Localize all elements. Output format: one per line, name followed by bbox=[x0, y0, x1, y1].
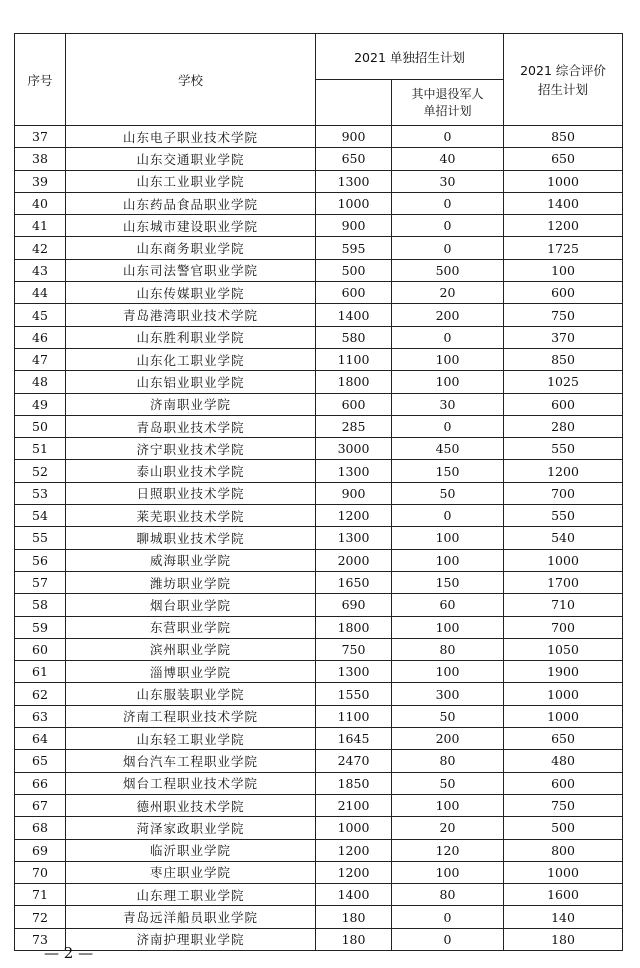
cell-serial-number: 60 bbox=[15, 638, 66, 660]
cell-single-plan: 285 bbox=[316, 415, 392, 437]
table-row bbox=[15, 772, 623, 794]
cell-single-plan: 900 bbox=[316, 215, 392, 237]
table-row bbox=[15, 348, 623, 370]
cell-school-name: 日照职业技术学院 bbox=[66, 482, 316, 504]
cell-school-name: 莱芜职业技术学院 bbox=[66, 505, 316, 527]
cell-comprehensive-plan: 1025 bbox=[504, 371, 623, 393]
cell-serial-number: 73 bbox=[15, 928, 66, 950]
cell-school-name: 济南职业学院 bbox=[66, 393, 316, 415]
cell-comprehensive-plan: 700 bbox=[504, 482, 623, 504]
table-row bbox=[15, 170, 623, 192]
cell-veteran-plan: 100 bbox=[392, 661, 504, 683]
cell-comprehensive-plan: 1900 bbox=[504, 661, 623, 683]
cell-veteran-plan: 0 bbox=[392, 906, 504, 928]
cell-veteran-plan: 50 bbox=[392, 482, 504, 504]
header-row-1 bbox=[15, 34, 623, 80]
cell-serial-number: 70 bbox=[15, 861, 66, 883]
cell-school-name: 济宁职业技术学院 bbox=[66, 438, 316, 460]
header-single-blank bbox=[316, 80, 392, 126]
cell-school-name: 东营职业学院 bbox=[66, 616, 316, 638]
table-row bbox=[15, 304, 623, 326]
cell-comprehensive-plan: 180 bbox=[504, 928, 623, 950]
cell-school-name: 德州职业技术学院 bbox=[66, 794, 316, 816]
cell-single-plan: 1400 bbox=[316, 304, 392, 326]
table-row bbox=[15, 817, 623, 839]
cell-single-plan: 900 bbox=[316, 126, 392, 148]
table-row bbox=[15, 794, 623, 816]
cell-single-plan: 580 bbox=[316, 326, 392, 348]
cell-school-name: 山东商务职业学院 bbox=[66, 237, 316, 259]
cell-single-plan: 1800 bbox=[316, 371, 392, 393]
cell-school-name: 山东司法警官职业学院 bbox=[66, 259, 316, 281]
cell-veteran-plan: 100 bbox=[392, 861, 504, 883]
cell-serial-number: 39 bbox=[15, 170, 66, 192]
cell-school-name: 山东电子职业技术学院 bbox=[66, 126, 316, 148]
cell-serial-number: 48 bbox=[15, 371, 66, 393]
cell-single-plan: 2470 bbox=[316, 750, 392, 772]
table-row bbox=[15, 126, 623, 148]
table-row bbox=[15, 683, 623, 705]
cell-serial-number: 64 bbox=[15, 728, 66, 750]
cell-veteran-plan: 20 bbox=[392, 282, 504, 304]
table-row bbox=[15, 215, 623, 237]
cell-single-plan: 1800 bbox=[316, 616, 392, 638]
cell-school-name: 淄博职业学院 bbox=[66, 661, 316, 683]
cell-serial-number: 43 bbox=[15, 259, 66, 281]
cell-comprehensive-plan: 1000 bbox=[504, 861, 623, 883]
table-row bbox=[15, 482, 623, 504]
cell-school-name: 青岛职业技术学院 bbox=[66, 415, 316, 437]
cell-serial-number: 57 bbox=[15, 571, 66, 593]
cell-comprehensive-plan: 750 bbox=[504, 304, 623, 326]
cell-serial-number: 67 bbox=[15, 794, 66, 816]
table-row bbox=[15, 326, 623, 348]
header-school: 学校 bbox=[66, 34, 316, 126]
cell-school-name: 菏泽家政职业学院 bbox=[66, 817, 316, 839]
table-row bbox=[15, 839, 623, 861]
cell-comprehensive-plan: 280 bbox=[504, 415, 623, 437]
cell-veteran-plan: 100 bbox=[392, 794, 504, 816]
table-row bbox=[15, 505, 623, 527]
cell-school-name: 枣庄职业学院 bbox=[66, 861, 316, 883]
cell-single-plan: 1100 bbox=[316, 705, 392, 727]
cell-veteran-plan: 0 bbox=[392, 505, 504, 527]
cell-comprehensive-plan: 480 bbox=[504, 750, 623, 772]
cell-serial-number: 62 bbox=[15, 683, 66, 705]
cell-comprehensive-plan: 1000 bbox=[504, 705, 623, 727]
cell-veteran-plan: 60 bbox=[392, 594, 504, 616]
cell-comprehensive-plan: 1600 bbox=[504, 884, 623, 906]
cell-school-name: 山东服装职业学院 bbox=[66, 683, 316, 705]
cell-serial-number: 49 bbox=[15, 393, 66, 415]
cell-single-plan: 1650 bbox=[316, 571, 392, 593]
table-row bbox=[15, 527, 623, 549]
cell-single-plan: 595 bbox=[316, 237, 392, 259]
cell-comprehensive-plan: 750 bbox=[504, 794, 623, 816]
table-row bbox=[15, 393, 623, 415]
cell-veteran-plan: 80 bbox=[392, 884, 504, 906]
cell-single-plan: 2100 bbox=[316, 794, 392, 816]
cell-school-name: 山东胜利职业学院 bbox=[66, 326, 316, 348]
cell-veteran-plan: 100 bbox=[392, 549, 504, 571]
cell-single-plan: 650 bbox=[316, 148, 392, 170]
table-row bbox=[15, 705, 623, 727]
cell-veteran-plan: 100 bbox=[392, 616, 504, 638]
table-row bbox=[15, 549, 623, 571]
table-row bbox=[15, 438, 623, 460]
cell-single-plan: 750 bbox=[316, 638, 392, 660]
cell-veteran-plan: 0 bbox=[392, 928, 504, 950]
cell-veteran-plan: 40 bbox=[392, 148, 504, 170]
cell-comprehensive-plan: 100 bbox=[504, 259, 623, 281]
cell-serial-number: 42 bbox=[15, 237, 66, 259]
cell-serial-number: 66 bbox=[15, 772, 66, 794]
cell-single-plan: 1400 bbox=[316, 884, 392, 906]
cell-veteran-plan: 150 bbox=[392, 460, 504, 482]
cell-single-plan: 2000 bbox=[316, 549, 392, 571]
cell-comprehensive-plan: 710 bbox=[504, 594, 623, 616]
table-row bbox=[15, 928, 623, 950]
cell-school-name: 临沂职业学院 bbox=[66, 839, 316, 861]
cell-school-name: 烟台职业学院 bbox=[66, 594, 316, 616]
cell-veteran-plan: 0 bbox=[392, 415, 504, 437]
cell-serial-number: 58 bbox=[15, 594, 66, 616]
header-veteran-plan: 其中退役军人单招计划 bbox=[392, 80, 504, 126]
table-row bbox=[15, 148, 623, 170]
cell-serial-number: 38 bbox=[15, 148, 66, 170]
cell-serial-number: 68 bbox=[15, 817, 66, 839]
cell-comprehensive-plan: 1725 bbox=[504, 237, 623, 259]
cell-serial-number: 69 bbox=[15, 839, 66, 861]
cell-serial-number: 40 bbox=[15, 192, 66, 214]
cell-serial-number: 45 bbox=[15, 304, 66, 326]
table-row bbox=[15, 861, 623, 883]
cell-single-plan: 3000 bbox=[316, 438, 392, 460]
cell-school-name: 山东轻工职业学院 bbox=[66, 728, 316, 750]
cell-single-plan: 1300 bbox=[316, 170, 392, 192]
cell-serial-number: 46 bbox=[15, 326, 66, 348]
cell-veteran-plan: 20 bbox=[392, 817, 504, 839]
cell-serial-number: 55 bbox=[15, 527, 66, 549]
cell-veteran-plan: 80 bbox=[392, 750, 504, 772]
cell-serial-number: 37 bbox=[15, 126, 66, 148]
cell-veteran-plan: 500 bbox=[392, 259, 504, 281]
cell-comprehensive-plan: 1400 bbox=[504, 192, 623, 214]
table-row bbox=[15, 728, 623, 750]
cell-comprehensive-plan: 600 bbox=[504, 282, 623, 304]
cell-single-plan: 1100 bbox=[316, 348, 392, 370]
cell-veteran-plan: 50 bbox=[392, 705, 504, 727]
table-row bbox=[15, 661, 623, 683]
cell-comprehensive-plan: 850 bbox=[504, 348, 623, 370]
cell-single-plan: 180 bbox=[316, 906, 392, 928]
cell-serial-number: 61 bbox=[15, 661, 66, 683]
cell-veteran-plan: 100 bbox=[392, 527, 504, 549]
cell-school-name: 山东药品食品职业学院 bbox=[66, 192, 316, 214]
cell-single-plan: 1200 bbox=[316, 505, 392, 527]
cell-veteran-plan: 200 bbox=[392, 728, 504, 750]
cell-comprehensive-plan: 540 bbox=[504, 527, 623, 549]
cell-comprehensive-plan: 1200 bbox=[504, 460, 623, 482]
enrollment-plan-table bbox=[14, 33, 623, 951]
cell-veteran-plan: 30 bbox=[392, 170, 504, 192]
cell-serial-number: 71 bbox=[15, 884, 66, 906]
cell-school-name: 烟台汽车工程职业学院 bbox=[66, 750, 316, 772]
cell-school-name: 山东理工职业学院 bbox=[66, 884, 316, 906]
table-body bbox=[15, 126, 623, 951]
cell-single-plan: 1000 bbox=[316, 192, 392, 214]
cell-veteran-plan: 80 bbox=[392, 638, 504, 660]
cell-single-plan: 600 bbox=[316, 282, 392, 304]
cell-veteran-plan: 100 bbox=[392, 371, 504, 393]
cell-school-name: 潍坊职业学院 bbox=[66, 571, 316, 593]
cell-serial-number: 41 bbox=[15, 215, 66, 237]
cell-veteran-plan: 0 bbox=[392, 126, 504, 148]
cell-comprehensive-plan: 140 bbox=[504, 906, 623, 928]
cell-veteran-plan: 30 bbox=[392, 393, 504, 415]
cell-veteran-plan: 0 bbox=[392, 237, 504, 259]
cell-single-plan: 1850 bbox=[316, 772, 392, 794]
cell-single-plan: 900 bbox=[316, 482, 392, 504]
cell-single-plan: 690 bbox=[316, 594, 392, 616]
header-serial-number: 序号 bbox=[15, 34, 66, 126]
table-row bbox=[15, 594, 623, 616]
table-row bbox=[15, 371, 623, 393]
cell-serial-number: 65 bbox=[15, 750, 66, 772]
cell-serial-number: 63 bbox=[15, 705, 66, 727]
cell-serial-number: 56 bbox=[15, 549, 66, 571]
cell-comprehensive-plan: 800 bbox=[504, 839, 623, 861]
cell-comprehensive-plan: 500 bbox=[504, 817, 623, 839]
cell-veteran-plan: 100 bbox=[392, 348, 504, 370]
table-row bbox=[15, 415, 623, 437]
cell-school-name: 济南工程职业技术学院 bbox=[66, 705, 316, 727]
cell-comprehensive-plan: 550 bbox=[504, 438, 623, 460]
cell-comprehensive-plan: 370 bbox=[504, 326, 623, 348]
cell-single-plan: 1200 bbox=[316, 861, 392, 883]
cell-single-plan: 1645 bbox=[316, 728, 392, 750]
cell-serial-number: 52 bbox=[15, 460, 66, 482]
cell-comprehensive-plan: 650 bbox=[504, 728, 623, 750]
cell-serial-number: 53 bbox=[15, 482, 66, 504]
cell-veteran-plan: 300 bbox=[392, 683, 504, 705]
cell-school-name: 青岛港湾职业技术学院 bbox=[66, 304, 316, 326]
cell-comprehensive-plan: 1000 bbox=[504, 170, 623, 192]
header-single-enrollment-plan: 2021 单独招生计划 bbox=[316, 34, 504, 80]
table-row bbox=[15, 884, 623, 906]
table-row bbox=[15, 906, 623, 928]
cell-veteran-plan: 120 bbox=[392, 839, 504, 861]
cell-single-plan: 1550 bbox=[316, 683, 392, 705]
cell-serial-number: 47 bbox=[15, 348, 66, 370]
cell-serial-number: 54 bbox=[15, 505, 66, 527]
cell-school-name: 泰山职业技术学院 bbox=[66, 460, 316, 482]
cell-veteran-plan: 0 bbox=[392, 192, 504, 214]
cell-veteran-plan: 0 bbox=[392, 326, 504, 348]
cell-single-plan: 180 bbox=[316, 928, 392, 950]
table-row bbox=[15, 282, 623, 304]
cell-serial-number: 59 bbox=[15, 616, 66, 638]
cell-school-name: 青岛远洋船员职业学院 bbox=[66, 906, 316, 928]
cell-comprehensive-plan: 1200 bbox=[504, 215, 623, 237]
cell-comprehensive-plan: 550 bbox=[504, 505, 623, 527]
table-row bbox=[15, 638, 623, 660]
cell-single-plan: 1000 bbox=[316, 817, 392, 839]
header-comprehensive-evaluation-plan: 2021 综合评价招生计划 bbox=[504, 34, 623, 126]
cell-serial-number: 50 bbox=[15, 415, 66, 437]
cell-single-plan: 500 bbox=[316, 259, 392, 281]
cell-comprehensive-plan: 1700 bbox=[504, 571, 623, 593]
cell-school-name: 山东城市建设职业学院 bbox=[66, 215, 316, 237]
cell-veteran-plan: 50 bbox=[392, 772, 504, 794]
cell-serial-number: 72 bbox=[15, 906, 66, 928]
cell-school-name: 聊城职业技术学院 bbox=[66, 527, 316, 549]
cell-school-name: 威海职业学院 bbox=[66, 549, 316, 571]
cell-comprehensive-plan: 1000 bbox=[504, 549, 623, 571]
cell-comprehensive-plan: 600 bbox=[504, 772, 623, 794]
cell-veteran-plan: 450 bbox=[392, 438, 504, 460]
cell-serial-number: 44 bbox=[15, 282, 66, 304]
table-row bbox=[15, 259, 623, 281]
table-row bbox=[15, 616, 623, 638]
cell-school-name: 山东铝业职业学院 bbox=[66, 371, 316, 393]
cell-school-name: 山东工业职业学院 bbox=[66, 170, 316, 192]
cell-veteran-plan: 0 bbox=[392, 215, 504, 237]
table-row bbox=[15, 460, 623, 482]
cell-comprehensive-plan: 650 bbox=[504, 148, 623, 170]
cell-veteran-plan: 150 bbox=[392, 571, 504, 593]
cell-school-name: 山东化工职业学院 bbox=[66, 348, 316, 370]
table-row bbox=[15, 750, 623, 772]
cell-school-name: 济南护理职业学院 bbox=[66, 928, 316, 950]
cell-school-name: 滨州职业学院 bbox=[66, 638, 316, 660]
cell-comprehensive-plan: 1000 bbox=[504, 683, 623, 705]
cell-school-name: 山东交通职业学院 bbox=[66, 148, 316, 170]
cell-comprehensive-plan: 1050 bbox=[504, 638, 623, 660]
table-row bbox=[15, 237, 623, 259]
cell-comprehensive-plan: 700 bbox=[504, 616, 623, 638]
table-row bbox=[15, 192, 623, 214]
cell-school-name: 烟台工程职业技术学院 bbox=[66, 772, 316, 794]
cell-single-plan: 1300 bbox=[316, 661, 392, 683]
cell-single-plan: 1300 bbox=[316, 527, 392, 549]
table-row bbox=[15, 571, 623, 593]
cell-comprehensive-plan: 600 bbox=[504, 393, 623, 415]
cell-veteran-plan: 200 bbox=[392, 304, 504, 326]
cell-single-plan: 600 bbox=[316, 393, 392, 415]
cell-single-plan: 1200 bbox=[316, 839, 392, 861]
cell-school-name: 山东传媒职业学院 bbox=[66, 282, 316, 304]
page-number: — 2 — bbox=[44, 944, 94, 962]
cell-single-plan: 1300 bbox=[316, 460, 392, 482]
cell-serial-number: 51 bbox=[15, 438, 66, 460]
cell-comprehensive-plan: 850 bbox=[504, 126, 623, 148]
